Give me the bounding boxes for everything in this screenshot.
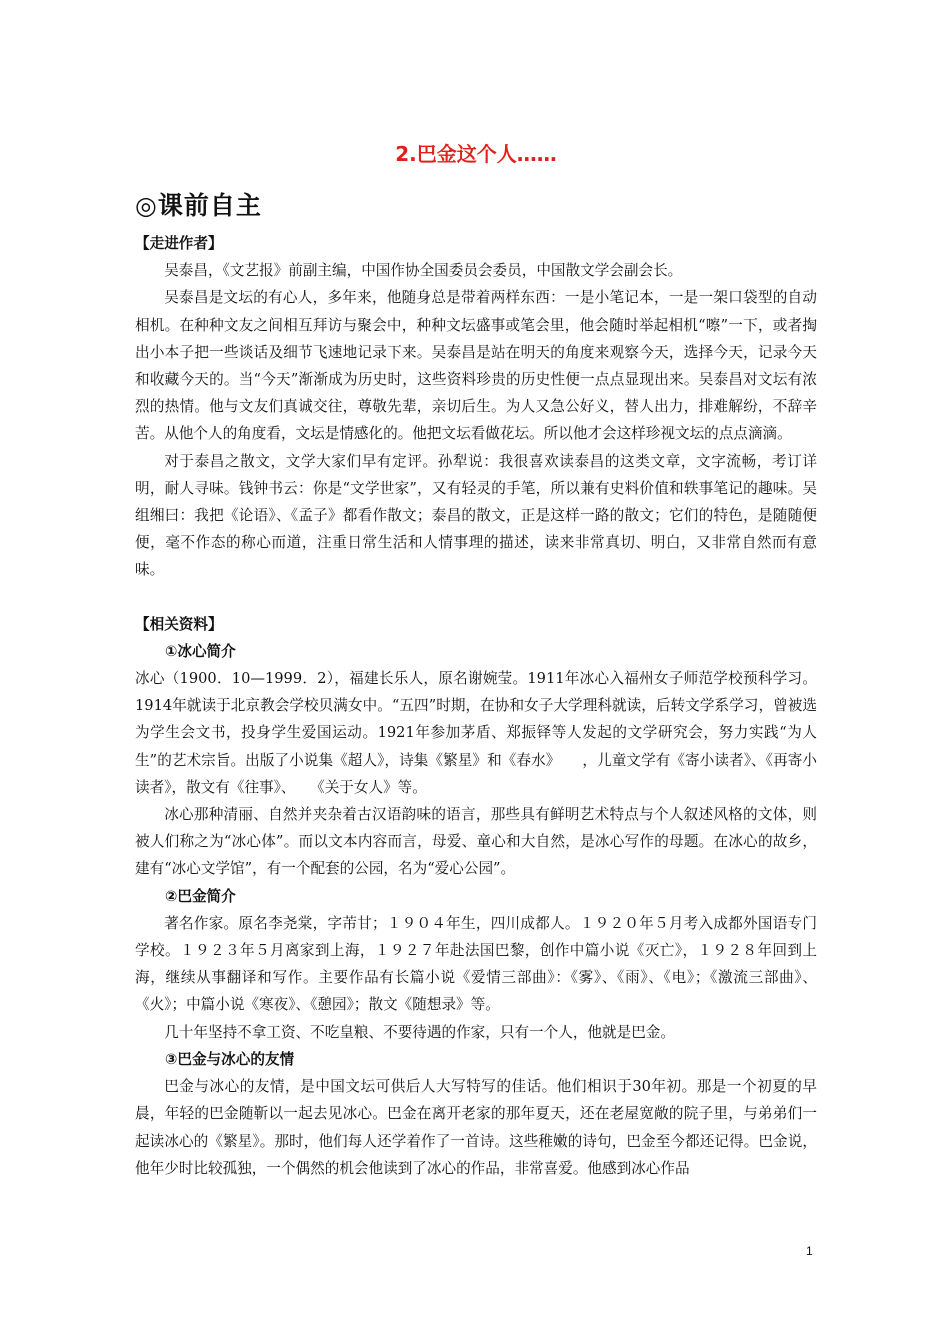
item-heading-friendship: ③巴金与冰心的友情 bbox=[165, 1050, 295, 1068]
paragraph: 几十年坚持不拿工资、不吃皇粮、不要待遇的作家，只有一个人，他就是巴金。 bbox=[164, 1023, 675, 1041]
page-number: 1 bbox=[806, 1244, 813, 1258]
paragraph: 对于泰昌之散文，文学大家们早有定评。孙犁说：我很喜欢读泰昌的这类文章，文字流畅，考订详明，耐人寻味。钱钟书云：你是“文学世家”，又有轻灵的手笔，所以兼有史料价值和轶事笔记的趣味。吴组缃曰：我把《论语》、《孟子》都看作散文；泰昌的散文，正是这样一路的散文；它们的特色，是随随便便，毫不作态的称心而道，注重日常生活和人情事理的描述，读来非常真切、明白，又非常自然而有意味。 bbox=[135, 452, 817, 579]
subsection-author: 【走进作者】 bbox=[135, 235, 223, 252]
document-body bbox=[135, 230, 817, 1182]
paragraph: 吴泰昌是文坛的有心人，多年来，他随身总是带着两样东西：一是小笔记本，一是一架口袋型的自动相机。在种种文友之间相互拜访与聚会中，种种文坛盛事或笔会里，他会随时举起相机“嚓”一下，或者掏出小本子把一些谈话及细节飞速地记录下来。吴泰昌是站在明天的角度来观察今天，选择今天，记录今天和收藏今天的。当“今天”渐渐成为历史时，这些资料珍贵的历史性便一点点显现出来。吴泰昌对文坛有浓烈的热情。他与文友们真诚交往，尊敬先辈，亲切后生。为人又急公好义，替人出力，排难解纷，不辞辛苦。从他个人的角度看，文坛是情感化的。他把文坛看做花坛。所以他才会这样珍视文坛的点点滴滴。 bbox=[135, 289, 817, 443]
paragraph: 巴金与冰心的友情，是中国文坛可供后人大写特写的佳话。他们相识于30年初。那是一个初夏的早晨，年轻的巴金随靳以一起去见冰心。巴金在离开老家的那年夏天，还在老屋宽敞的院子里，与弟弟们一起读冰心的《繁星》。那时，他们每人还学着作了一首诗。这些稚嫩的诗句，巴金至今都还记得。巴金说，他年少时比较孤独，一个偶然的机会他读到了冰心的作品，非常喜爱。他感到冰心作品 bbox=[135, 1078, 817, 1177]
paragraph: 冰心那种清丽、自然并夹杂着古汉语韵味的语言，那些具有鲜明艺术特点与个人叙述风格的文体，则被人们称之为“冰心体”。而以文本内容而言，母爱、童心和大自然，是冰心写作的母题。在冰心的故乡，建有“冰心文学馆”，有一个配套的公园，名为“爱心公园”。 bbox=[135, 806, 817, 878]
paragraph: 吴泰昌，《文艺报》前副主编，中国作协全国委员会委员，中国散文学会副会长。 bbox=[164, 262, 683, 280]
document-title: 2.巴金这个人…… bbox=[395, 142, 557, 166]
spacer bbox=[135, 584, 817, 611]
paragraph: 著名作家。原名李尧棠，字芾甘；１９０４年生，四川成都人。１９２０年５月考入成都外国语专门学校。１９２３年５月离家到上海，１９２７年赴法国巴黎，创作中篇小说《灭亡》，１９２８年回到上海，继续从事翻译和写作。主要作品有长篇小说《爱情三部曲》：《雾》、《雨》、《电》；《激流三部曲》、《火》；中篇小说《寒夜》、《憩园》；散文《随想录》等。 bbox=[135, 914, 817, 1014]
item-heading-bingxin: ①冰心简介 bbox=[165, 642, 236, 660]
item-heading-bajin: ②巴金简介 bbox=[165, 887, 236, 905]
paragraph: 冰心（1900．10—1999．2），福建长乐人，原名谢婉莹。1911年冰心入福州女子师范学校预科学习。1914年就读于北京教会学校贝满女中。“五四”时期，在协和女子大学理科就读，后转文学系学习，曾被选为学生会文书，投身学生爱国运动。1921年参加茅盾、郑振铎等人发起的文学研究会，努力实践“为人生”的艺术宗旨。出版了小说集《超人》，诗集《繁星》和《春水》 ，儿童文学有《寄小读者》、《再寄小读者》，散文有《往事》、 《关于女人》等。 bbox=[135, 670, 817, 796]
subsection-materials: 【相关资料】 bbox=[135, 615, 223, 633]
section-heading: ◎课前自主 bbox=[135, 191, 262, 220]
